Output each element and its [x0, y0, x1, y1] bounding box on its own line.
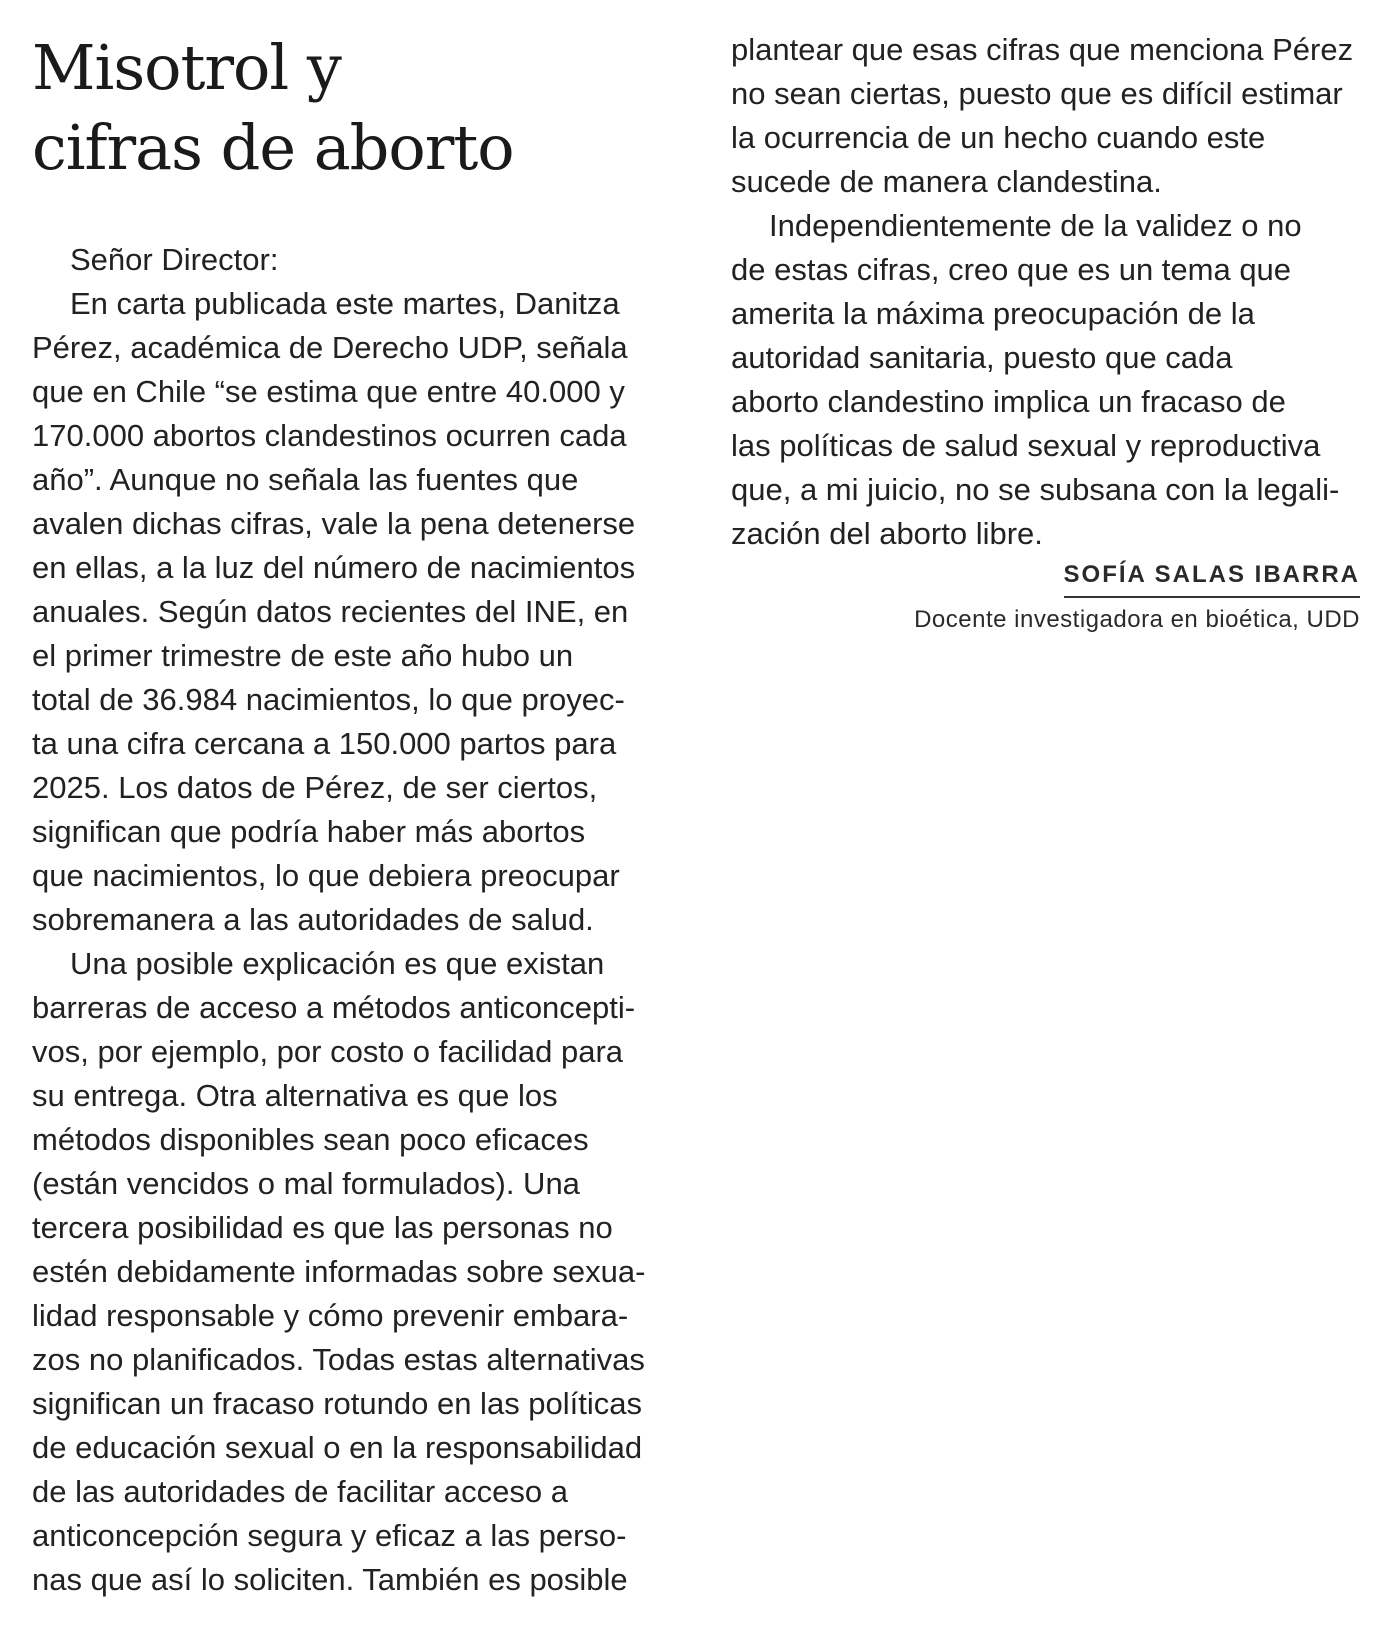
body-line: Una posible explicación es que existan — [70, 946, 605, 981]
body-line: significan que podría haber más abortos — [32, 814, 586, 849]
body-line: anuales. Según datos recientes del INE, en — [32, 594, 629, 629]
body-line: sucede de manera clandestina. — [731, 164, 1162, 199]
body-line: Pérez, académica de Derecho UDP, señala — [32, 330, 628, 365]
body-line: anticoncepción segura y eficaz a las perso- — [32, 1518, 627, 1553]
body-line: (están vencidos o mal formulados). Una — [32, 1166, 580, 1201]
body-line: plantear que esas cifras que menciona Pérez — [731, 32, 1354, 67]
author-role: Docente investigadora en bioética, UDD — [914, 606, 1360, 633]
body-line: que, a mi juicio, no se subsana con la legali- — [731, 472, 1340, 507]
author-name: SOFÍA SALAS IBARRA — [1064, 558, 1360, 598]
body-line: su entrega. Otra alternativa es que los — [32, 1078, 558, 1113]
body-line: de estas cifras, creo que es un tema que — [731, 252, 1292, 287]
body-line: tercera posibilidad es que las personas no — [32, 1210, 613, 1245]
body-line: Independientemente de la validez o no — [769, 208, 1302, 243]
body-line: de educación sexual o en la responsabilidad — [32, 1430, 643, 1465]
body-line: año”. Aunque no señala las fuentes que — [32, 462, 579, 497]
body-line: avalen dichas cifras, vale la pena detenerse — [32, 506, 636, 541]
body-line: amerita la máxima preocupación de la — [731, 296, 1255, 331]
body-line: que nacimientos, lo que debiera preocupar — [32, 858, 620, 893]
body-line: estén debidamente informadas sobre sexua- — [32, 1254, 646, 1289]
body-line: vos, por ejemplo, por costo o facilidad para — [32, 1034, 624, 1069]
body-line: la ocurrencia de un hecho cuando este — [731, 120, 1266, 155]
body-line: 2025. Los datos de Pérez, de ser ciertos, — [32, 770, 598, 805]
body-line: aborto clandestino implica un fracaso de — [731, 384, 1286, 419]
body-line: barreras de acceso a métodos anticoncepti- — [32, 990, 636, 1025]
body-line: zación del aborto libre. — [731, 516, 1043, 551]
body-line: el primer trimestre de este año hubo un — [32, 638, 574, 673]
body-line: métodos disponibles sean poco eficaces — [32, 1122, 589, 1157]
body-line: ta una cifra cercana a 150.000 partos para — [32, 726, 617, 761]
headline-line-1: Misotrol y — [32, 31, 341, 104]
letter-body-right-column — [731, 28, 1371, 556]
body-line: nas que así lo soliciten. También es posible — [32, 1562, 628, 1597]
letter-body-left-column — [32, 238, 672, 1602]
body-line: de las autoridades de facilitar acceso a — [32, 1474, 568, 1509]
body-line: sobremanera a las autoridades de salud. — [32, 902, 594, 937]
headline — [32, 28, 652, 188]
body-line: 170.000 abortos clandestinos ocurren cada — [32, 418, 627, 453]
body-line: zos no planificados. Todas estas alternativas — [32, 1342, 645, 1377]
body-line: no sean ciertas, puesto que es difícil estimar — [731, 76, 1343, 111]
headline-line-2: cifras de aborto — [32, 111, 514, 184]
signature-block — [914, 558, 1360, 638]
salutation: Señor Director: — [70, 242, 279, 277]
body-line: total de 36.984 nacimientos, lo que proyec- — [32, 682, 625, 717]
body-line: significan un fracaso rotundo en las políticas — [32, 1386, 643, 1421]
body-line: las políticas de salud sexual y reproductiva — [731, 428, 1321, 463]
body-line: que en Chile “se estima que entre 40.000 y — [32, 374, 625, 409]
body-line: autoridad sanitaria, puesto que cada — [731, 340, 1233, 375]
body-line: en ellas, a la luz del número de nacimientos — [32, 550, 636, 585]
body-line: lidad responsable y cómo prevenir embara- — [32, 1298, 629, 1333]
body-line: En carta publicada este martes, Danitza — [70, 286, 620, 321]
